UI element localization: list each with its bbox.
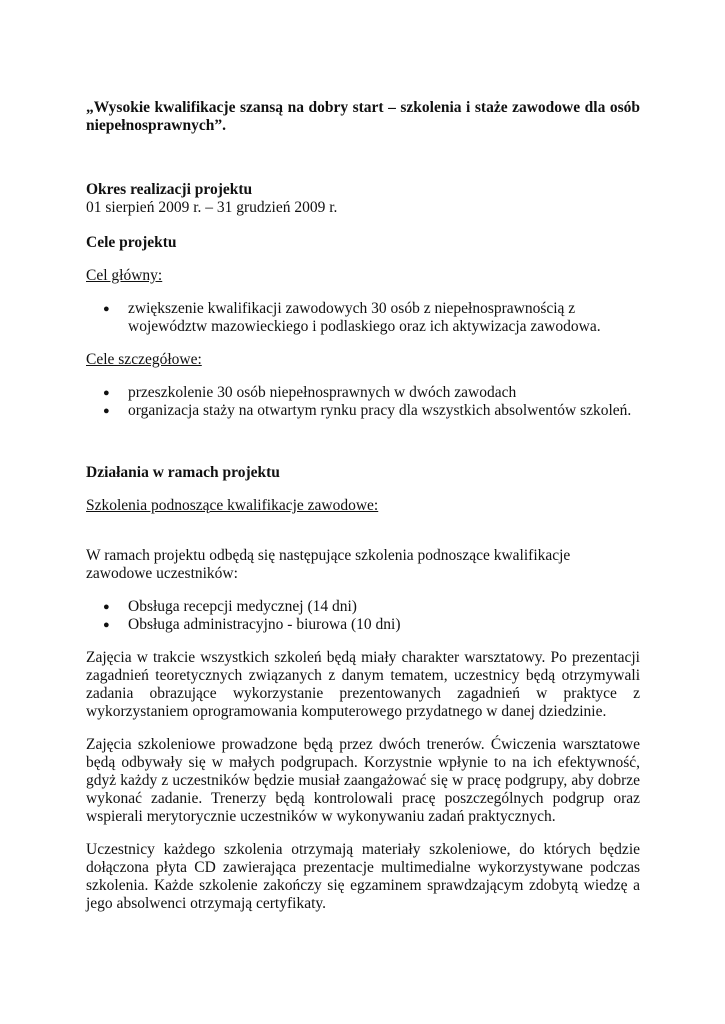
paragraph-trainers: Zajęcia szkoleniowe prowadzone będą przez dwóch trenerów. Ćwiczenia warsztatowe będą odbywały się w małych podgrupach. Korzystnie wpłynie to na ich efektywność, gdyż każdy z uczestników będzie musiał zaangażować się w pracę podgrupy, aby dobrze wykonać zadanie. Trenerzy będą kontrolowali pracę poszczególnych podgrup oraz wspierali merytorycznie uczestników w wykonywaniu zadań praktycznych.: [86, 736, 640, 825]
bullet-icon: ●: [103, 619, 110, 631]
paragraph-workshops: Zajęcia w trakcie wszystkich szkoleń będą miały charakter warsztatowy. Po prezentacji zagadnień teoretycznych związanych z danym tematem, uczestnicy będą otrzymywali zadania obrazujące wykorzystanie prezentowanych zagadnień w praktyce z wykorzystaniem oprogramowania komputerowego przydatnego w danej dziedzinie.: [86, 649, 640, 720]
bullet-icon: ●: [103, 405, 110, 417]
courses-list: [86, 598, 640, 634]
bullet-icon: ●: [103, 387, 110, 399]
main-goal-list: [86, 300, 640, 336]
list-item: ● Obsługa administracyjno - biurowa (10 dni): [103, 616, 401, 633]
paragraph-materials: Uczestnicy każdego szkolenia otrzymają materiały szkoleniowe, do których będzie dołączona płyta CD zawierająca prezentacje multimedialne wykorzystywane podczas szkolenia. Każde szkolenie zakończy się egzaminem sprawdzającym zdobytą wiedzę a jego absolwenci otrzymają certyfikaty.: [86, 841, 640, 912]
period-heading: Okres realizacji projektu: [86, 181, 253, 198]
list-item: ● organizacja staży na otwartym rynku pracy dla wszystkich absolwentów szkoleń.: [103, 402, 632, 419]
main-goal-label: Cel główny:: [86, 267, 163, 284]
bullet-icon: ●: [103, 601, 110, 613]
trainings-intro: W ramach projektu odbędą się następujące szkolenia podnoszące kwalifikacje zawodowe uczestników:: [86, 547, 571, 582]
trainings-label: Szkolenia podnoszące kwalifikacje zawodowe:: [86, 497, 379, 514]
list-item: ● zwiększenie kwalifikacji zawodowych 30 osób z niepełnosprawnością z województw mazowieckiego i podlaskiego oraz ich aktywizacja zawodowa.: [103, 300, 601, 335]
actions-heading: Działania w ramach projektu: [86, 464, 280, 481]
goals-heading: Cele projektu: [86, 234, 177, 251]
bullet-icon: ●: [103, 303, 110, 315]
detail-goals-label: Cele szczegółowe:: [86, 351, 202, 368]
document-title: „Wysokie kwalifikacje szansą na dobry start – szkolenia i staże zawodowe dla osób niepełnosprawnych”.: [86, 99, 640, 134]
document-page: [86, 99, 640, 913]
period-dates: 01 sierpień 2009 r. – 31 grudzień 2009 r.: [86, 199, 338, 216]
list-item: ● Obsługa recepcji medycznej (14 dni): [103, 598, 357, 615]
list-item: ● przeszkolenie 30 osób niepełnosprawnych w dwóch zawodach: [103, 384, 517, 401]
detail-goals-list: [86, 384, 640, 420]
